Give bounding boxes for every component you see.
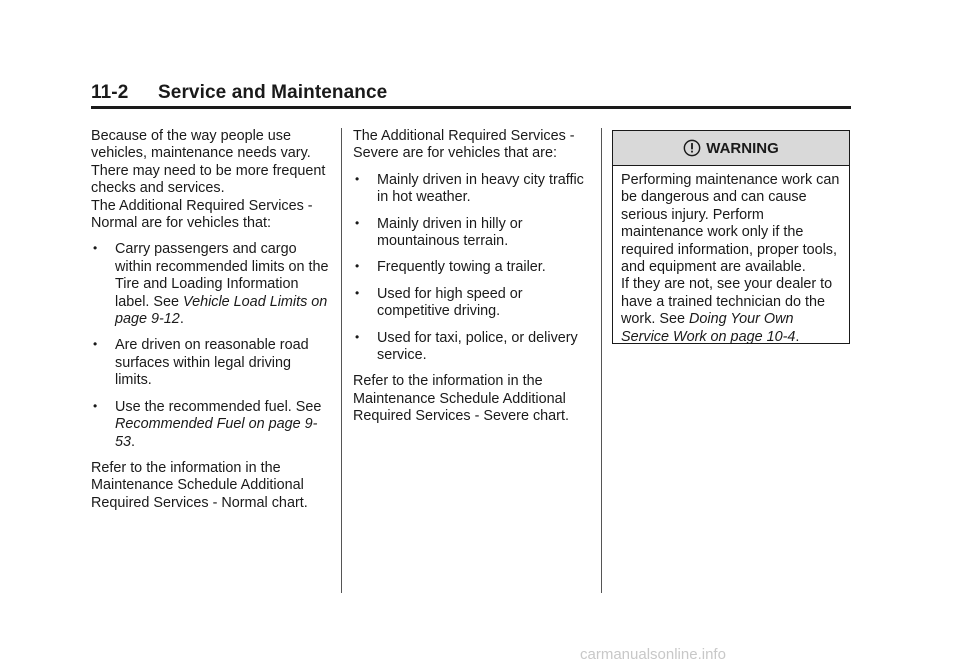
list-item: • Are driven on reasonable road surfaces within legal driving limits.: [93, 337, 309, 389]
list-item: • Carry passengers and cargo within recommended limits on the Tire and Loading Information label. See Vehicle Load Limits on page 9-12.: [93, 241, 329, 328]
page-header: [91, 80, 851, 109]
bullet-icon: •: [355, 259, 360, 274]
outro-paragraph: Refer to the information in the Maintenance Schedule Additional Required Services - Severe chart.: [353, 373, 569, 425]
watermark: carmanualsonline.info: [580, 646, 726, 663]
cross-reference-link[interactable]: Doing Your Own Service Work on page 10-4: [621, 311, 796, 345]
warning-header: [613, 131, 849, 166]
list-item: • Frequently towing a trailer.: [355, 259, 546, 276]
intro-paragraph: Because of the way people use vehicles, maintenance needs vary. There may need to be more frequent checks and services.: [91, 128, 326, 197]
section-title: Service and Maintenance: [158, 82, 388, 103]
bullet-icon: •: [355, 285, 360, 300]
column-2: [353, 128, 593, 426]
list-item: • Mainly driven in heavy city traffic in hot weather.: [355, 171, 584, 206]
list-item: • Mainly driven in hilly or mountainous terrain.: [355, 215, 523, 250]
warning-paragraph: If they are not, see your dealer to have a trained technician do the work. See Doing Your Own Service Work on page 10-4.: [621, 276, 833, 345]
normal-intro-paragraph: The Additional Required Services - Normal are for vehicles that:: [91, 197, 313, 232]
list-item: • Use the recommended fuel. See Recommended Fuel on page 9-53.: [93, 398, 322, 450]
warning-triangle-icon: [683, 139, 701, 157]
bullet-icon: •: [355, 215, 360, 230]
bullet-icon: •: [93, 398, 98, 413]
warning-box: [612, 130, 850, 344]
list-item: • Used for taxi, police, or delivery service.: [355, 329, 578, 364]
column-divider: [341, 128, 342, 593]
page-title: [91, 82, 387, 104]
bullet-icon: •: [355, 171, 360, 186]
outro-paragraph: Refer to the information in the Maintenance Schedule Additional Required Services - Normal chart.: [91, 459, 308, 511]
severe-intro-paragraph: The Additional Required Services - Severe are for vehicles that are:: [353, 128, 575, 162]
page-number: 11-2: [91, 82, 129, 103]
cross-reference-link[interactable]: Vehicle Load Limits on page 9-12: [115, 293, 328, 328]
bullet-icon: •: [93, 241, 98, 256]
column-divider: [601, 128, 602, 593]
warning-body: [613, 166, 849, 346]
bullet-icon: •: [355, 329, 360, 344]
warning-title: WARNING: [706, 139, 779, 157]
warning-paragraph: Performing maintenance work can be dangerous and can cause serious injury. Perform maintenance work only if the required information, proper tools, and equipment are available.: [621, 172, 840, 276]
list-item: • Used for high speed or competitive driving.: [355, 285, 523, 320]
bullet-icon: •: [93, 337, 98, 352]
cross-reference-link[interactable]: Recommended Fuel on page 9-53: [115, 416, 318, 450]
column-1: [91, 128, 331, 512]
